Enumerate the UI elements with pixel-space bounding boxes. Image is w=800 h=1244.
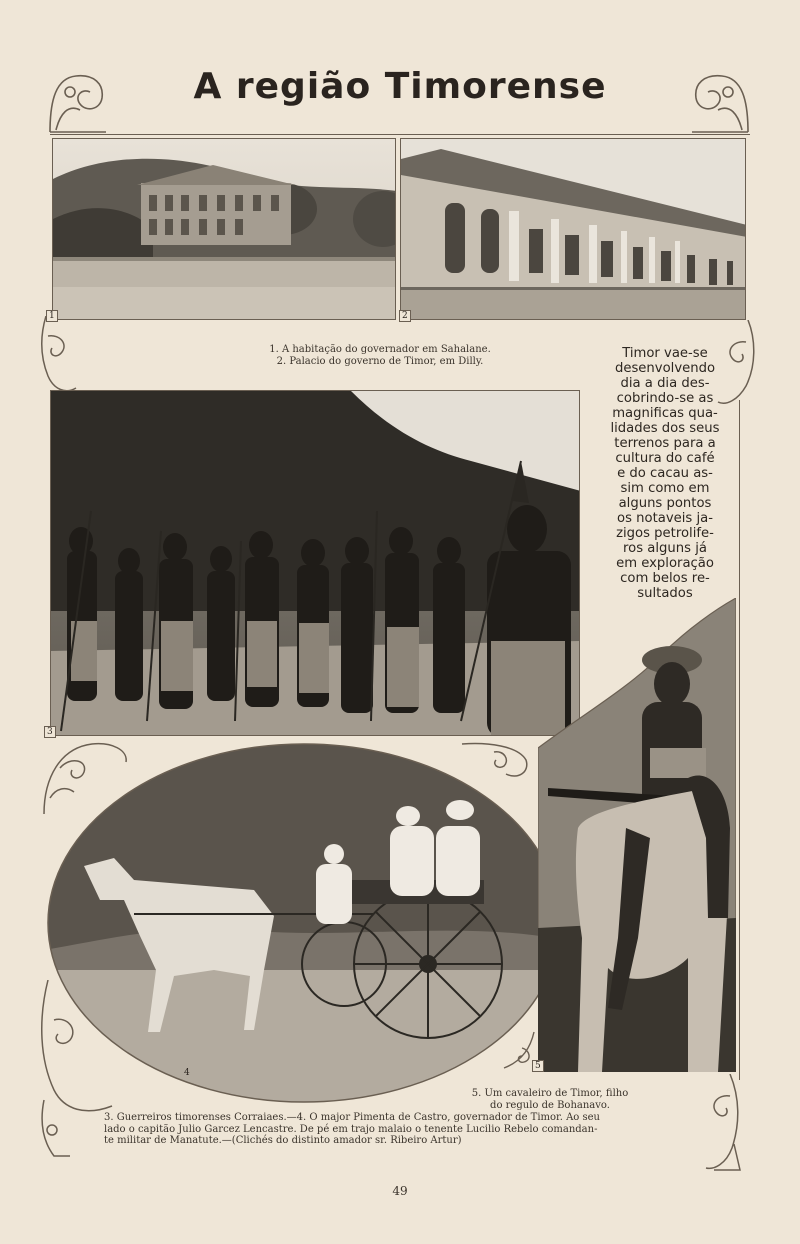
photo-governor-house — [52, 138, 396, 320]
photo-government-palace — [400, 138, 746, 320]
caption-5-line-2: do regulo de Bohanavo. — [490, 1100, 610, 1111]
sidebar-line: ros alguns já — [623, 541, 707, 556]
sidebar-paragraph — [598, 346, 732, 601]
frame-rule-right — [739, 400, 740, 1080]
photo-number-4: 4 — [184, 1068, 190, 1078]
caption-3-4-line-3: te militar de Manatute.—(Clichés do distinto amador sr. Ribeiro Artur) — [104, 1135, 462, 1146]
sidebar-line: cultura do café — [615, 451, 715, 466]
sidebar-line: sim como em — [620, 481, 710, 496]
caption-photos-1-2 — [200, 344, 560, 368]
sidebar-line: sultados — [637, 586, 693, 601]
sidebar-line: com belos re- — [620, 571, 710, 586]
sidebar-line: alguns pontos — [618, 496, 712, 511]
photo-number-5: 5 — [532, 1060, 544, 1072]
sidebar-line: os notaveis ja- — [617, 511, 713, 526]
caption-3-4-line-1: 3. Guerreiros timorenses Corraiaes.—4. O major Pimenta de Castro, governador de Timor. Ao seu — [104, 1112, 600, 1123]
sidebar-line: terrenos para a — [614, 436, 716, 451]
caption-3-4 — [104, 1112, 664, 1147]
photo-carriage-oval — [44, 740, 564, 1106]
caption-2: 2. Palacio do governo de Timor, em Dilly. — [276, 356, 484, 367]
photo-number-1: 1 — [46, 310, 58, 322]
photo-warriors — [50, 390, 580, 736]
caption-5 — [450, 1088, 650, 1112]
page-title: A região Timorense — [193, 66, 607, 107]
ornament-top-left — [46, 70, 108, 136]
sidebar-line: magnificas qua- — [612, 406, 718, 421]
caption-1: 1. A habitação do governador em Sahalane. — [269, 344, 491, 355]
sidebar-line: e do cacau as- — [617, 466, 713, 481]
ornament-left-mid — [36, 316, 86, 396]
sidebar-line: lidades dos seus — [610, 421, 720, 436]
sidebar-line: em exploração — [616, 556, 714, 571]
ornament-top-right — [690, 70, 752, 136]
caption-3-4-line-2: lado o capitão Julio Garcez Lencastre. De pé em trajo malaio o tenente Lucilio Rebelo comandan- — [104, 1123, 598, 1135]
ornament-right-oval-top — [458, 738, 530, 784]
frame-rule-top — [50, 134, 750, 135]
ornament-right-bottom — [700, 1074, 746, 1174]
sidebar-line: zigos petrolife- — [616, 526, 714, 541]
sidebar-line: Timor vae-se — [622, 346, 708, 361]
sidebar-line: dia a dia des- — [620, 376, 710, 391]
caption-5-line-1: 5. Um cavaleiro de Timor, filho — [471, 1088, 629, 1099]
sidebar-line: cobrindo-se as — [616, 391, 714, 406]
photo-number-2: 2 — [399, 310, 411, 322]
photo-number-3: 3 — [44, 726, 56, 738]
photo-horseman — [538, 598, 736, 1072]
page-number: 49 — [392, 1184, 408, 1198]
sidebar-line: desenvolvendo — [614, 361, 716, 376]
